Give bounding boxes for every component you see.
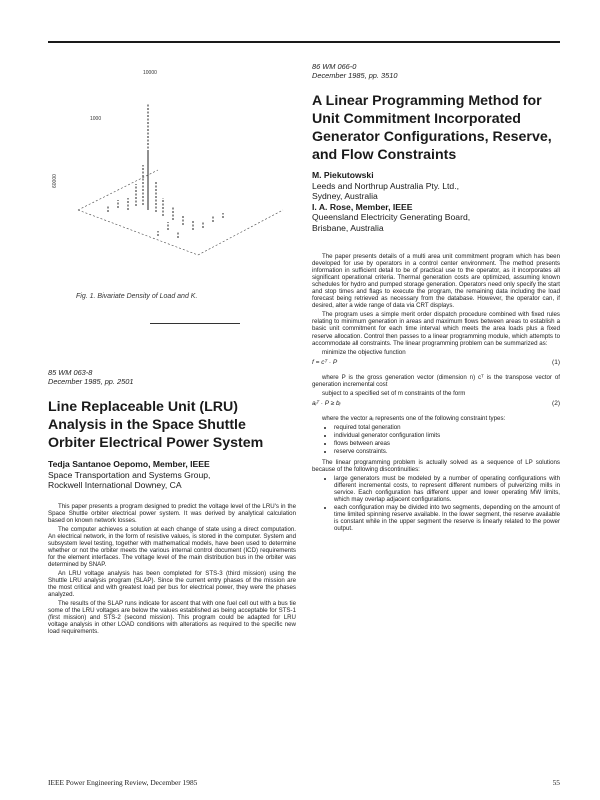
left-affiliation-line: Space Transportation and Systems Group, [48, 469, 211, 480]
page-number: 55 [552, 778, 560, 787]
left-paragraph: The results of the SLAP runs indicate for ascent that with one fuel cell out with a bus tie some of the LRU voltages are below the values established as being acceptable for STS-1 (first mission) and STS-2 (second mission). This program could be adapted for LRU voltage analysis in other LOAD conditions with alterations as required to the specific new load requirements. [48, 600, 296, 636]
equation-1-number: (1) [552, 358, 560, 366]
equation-1 [312, 359, 560, 368]
left-title-line: Orbiter Electrical Power System [48, 435, 264, 451]
left-title [48, 398, 296, 452]
right-title-line: Generator Configurations, Reserve, [312, 129, 552, 145]
right-body [312, 253, 560, 533]
right-author-1: M. Piekutowski [312, 170, 374, 180]
journal-footer: IEEE Power Engineering Review, December 1985 [48, 778, 198, 787]
right-affiliation-1-line: Leeds and Northrup Australia Pty. Ltd., [312, 180, 459, 191]
right-paragraph: where the vector aᵢ represents one of the following constraint types: [322, 414, 506, 422]
equation-2-expr: aᵢᵀ · P ≥ bᵢ [312, 399, 341, 407]
axis-right [198, 210, 283, 255]
subject-line: subject to a specified set of m constraints of the form [322, 389, 466, 397]
right-paragraph: The linear programming problem is actually solved as a sequence of LP solutions because of the following discontinuities: [312, 459, 560, 474]
left-body [48, 503, 296, 636]
right-ref-date: December 1985, pp. 3510 [312, 71, 398, 80]
list-item: • required total generation [334, 424, 560, 431]
left-paragraph: The computer achieves a solution at each change of state using a direct computation. An electrical network, in the form of resistive values, is stored in the computer. System and subsystem level testing, together with mathematical models, have been used to determine whether or not the orbiter meets the various internal control document (ICD) requirements for the element interfaces. The voltage level of the main distribution bus in the orbiter was determined by SNAP. [48, 525, 296, 568]
left-paragraph: An LRU voltage analysis has been completed for STS-3 (third mission) using the Shuttle LRU analysis program (SLAP). Since the current entry phases of the mission are the most critical and with greatest load per bus for electrical power, they were the phases analyzed. [48, 569, 296, 599]
left-paragraph: This paper presents a program designed to predict the voltage level of the LRU's in the Space Shuttle orbiter electrical power system. It was derived by analytical calculation based on known network losses. [48, 502, 296, 524]
right-title-line: and Flow Constraints [312, 147, 457, 163]
right-affiliation-2-line: Brisbane, Australia [312, 222, 384, 233]
axis-label-left: 60000 [52, 174, 58, 188]
right-title-line: A Linear Programming Method for [312, 93, 542, 109]
right-title-line: Unit Commitment Incorporated [312, 111, 521, 127]
right-paragraph: The program uses a simple merit order dispatch procedure combined with fixed rules relating to minimum generation in areas and maximum flows between areas to establish a basic unit commitment for each time interval which meets the area loads plus a fixed reserve allocation. Control then passes to a linear programming module, which attempts to accommodate all constraints. The linear programming problem can be summarized as: [312, 311, 560, 347]
right-article [312, 62, 560, 537]
discontinuity-list [312, 475, 560, 532]
top-rule [48, 41, 560, 43]
page-footer [48, 778, 560, 787]
axis-label-mid: 1000 [90, 116, 102, 122]
equation-2-number: (2) [552, 399, 560, 407]
right-affiliation-2-line: Queensland Electricity Generating Board, [312, 212, 471, 222]
equation-2 [312, 400, 560, 409]
bivariate-density-figure [48, 60, 288, 290]
minimize-line: minimize the objective function [322, 348, 406, 356]
equation-1-expr: f = cᵀ · P [312, 358, 338, 366]
list-item: • large generators must be modeled by a number of operating configurations with different incremental costs, to represent different numbers of pulverizing mills in service. Each configuration has different upper and lower operating MW limits, which may overlap adjacent configurations. [334, 475, 560, 503]
left-title-line: Analysis in the Space Shuttle [48, 417, 246, 433]
list-item: • flows between areas [334, 440, 560, 447]
axis-label-top: 10000 [143, 70, 157, 76]
left-ref-date: December 1985, pp. 2501 [48, 377, 134, 386]
right-paragraph: The paper presents details of a multi area unit commitment program which has been developed for use by operators in a control center environment. The method presents information in sufficient detail to be of practical use to the operator, as it incorporates all significant operational criteria. Thermal generation costs are optimized, assuming known schedules for hydro and pumped storage generation. Operators need only specify the start and stop times and flags to execute the program, the remaining data including the load forecast being retrieved as necessary from the database. However, the operator can, if desired, alter a wide range of data via CRT displays. [312, 253, 560, 310]
right-affiliation-1-line: Sydney, Australia [312, 191, 378, 201]
figure-caption: Fig. 1. Bivariate Density of Load and K. [76, 293, 198, 300]
axis-front [78, 210, 198, 255]
list-item: • reserve constraints. [334, 448, 560, 455]
left-ref-id: 85 WM 063-8 [48, 368, 93, 377]
right-title [312, 92, 560, 164]
left-title-line: Line Replaceable Unit (LRU) [48, 399, 238, 415]
right-paragraph: where P is the gross generation vector (dimension n) cᵀ is the transpose vector of generation incremental cost [312, 373, 560, 388]
section-divider [150, 323, 240, 324]
right-ref-id: 86 WM 066-0 [312, 62, 357, 71]
left-article [48, 368, 296, 637]
constraint-list [312, 424, 560, 455]
right-author-2: I. A. Rose, Member, IEEE [312, 201, 413, 212]
left-affiliation-line: Rockwell International Downey, CA [48, 480, 182, 490]
list-item: • each configuration may be divided into two segments, depending on the amount of time limited spinning reserve available. In the lower segment, the reserve available is constant while in the upper segment the reserve is linearly related to the power output. [334, 504, 560, 532]
left-author: Tedja Santanoe Oepomo, Member, IEEE [48, 459, 210, 469]
list-item: • individual generator configuration limits [334, 432, 560, 439]
